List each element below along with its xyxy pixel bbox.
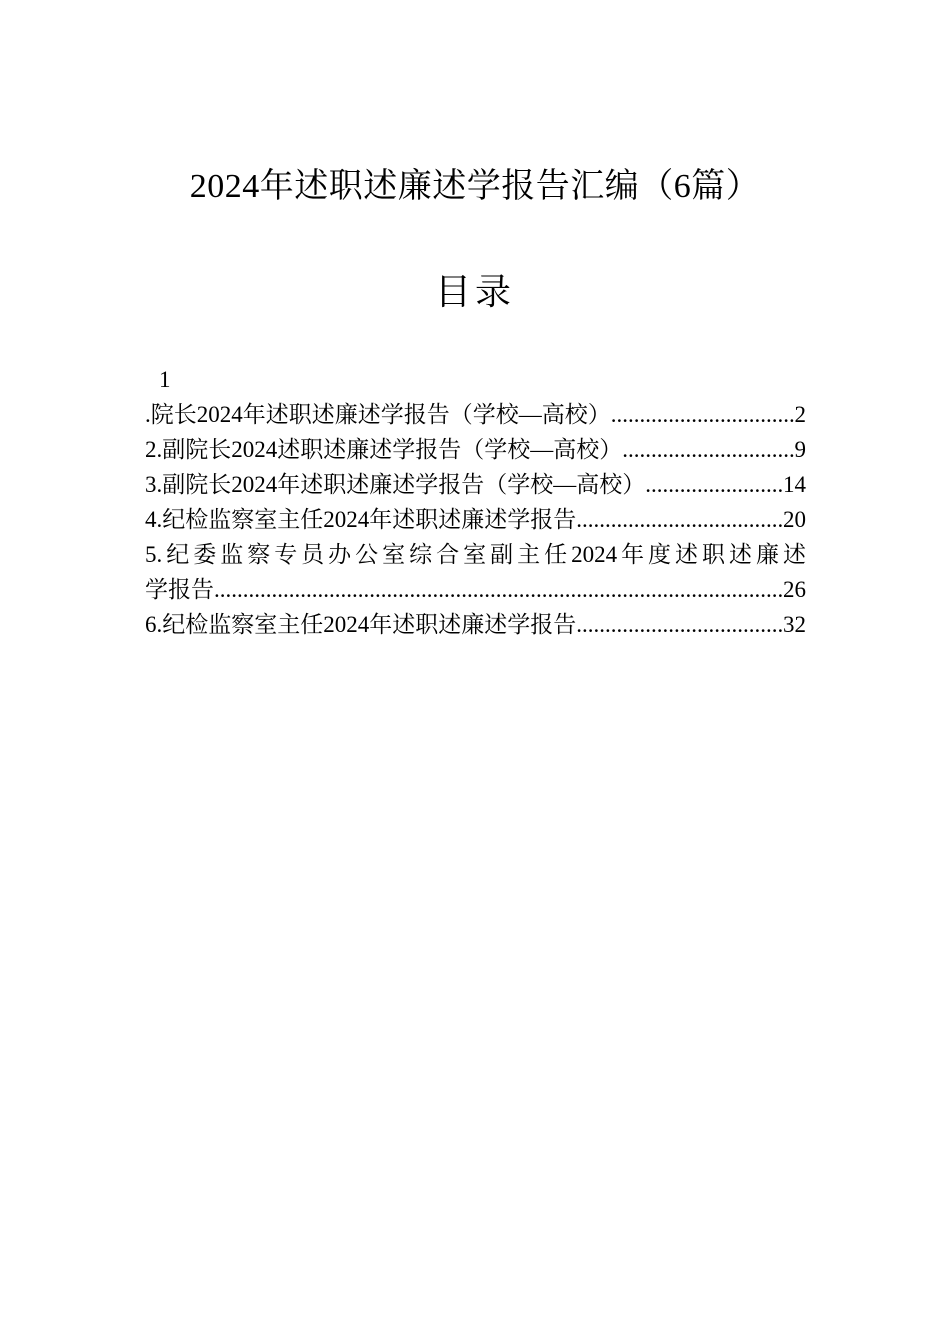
toc-entry-4[interactable] [145, 502, 806, 537]
toc-entry-label: 2.副院长2024述职述廉述学报告（学校—高校） [145, 437, 623, 462]
dot-leader [576, 502, 783, 537]
toc-page-number: 2 [794, 402, 806, 427]
document-title: 2024年述职述廉述学报告汇编（6篇） [189, 168, 761, 205]
toc-entry-label-line2: 学报告 [145, 577, 214, 602]
dot-leader [611, 397, 795, 432]
toc-entry-5[interactable] [145, 537, 806, 607]
toc-entry-3[interactable] [145, 467, 806, 502]
toc-entry-label: 4.纪检监察室主任2024年述职述廉述学报告 [145, 507, 577, 532]
dot-leader [622, 432, 794, 467]
dot-leader [576, 607, 783, 642]
dot-leader [645, 467, 783, 502]
toc-stray-number: 1 [159, 367, 171, 392]
toc-heading: 目录 [434, 272, 515, 312]
toc-page-number: 9 [794, 437, 806, 462]
toc-entry-5-second-line [145, 572, 806, 607]
table-of-contents [145, 362, 806, 642]
dot-leader [214, 572, 783, 607]
toc-entry-label: 6.纪检监察室主任2024年述职述廉述学报告 [145, 612, 577, 637]
toc-entry-label-line1: 5.纪委监察专员办公室综合室副主任2024年度述职述廉述 [145, 542, 806, 567]
toc-entry-2[interactable] [145, 432, 806, 467]
toc-entry-label: 3.副院长2024年述职述廉述学报告（学校—高校） [145, 472, 646, 497]
toc-page-number: 14 [783, 472, 806, 497]
toc-page-number: 20 [783, 507, 806, 532]
toc-entry-1[interactable] [145, 397, 806, 432]
toc-entry-label: .院长2024年述职述廉述学报告（学校—高校） [145, 402, 611, 427]
toc-entry-6[interactable] [145, 607, 806, 642]
toc-page-number: 32 [783, 612, 806, 637]
toc-page-number: 26 [783, 577, 806, 602]
